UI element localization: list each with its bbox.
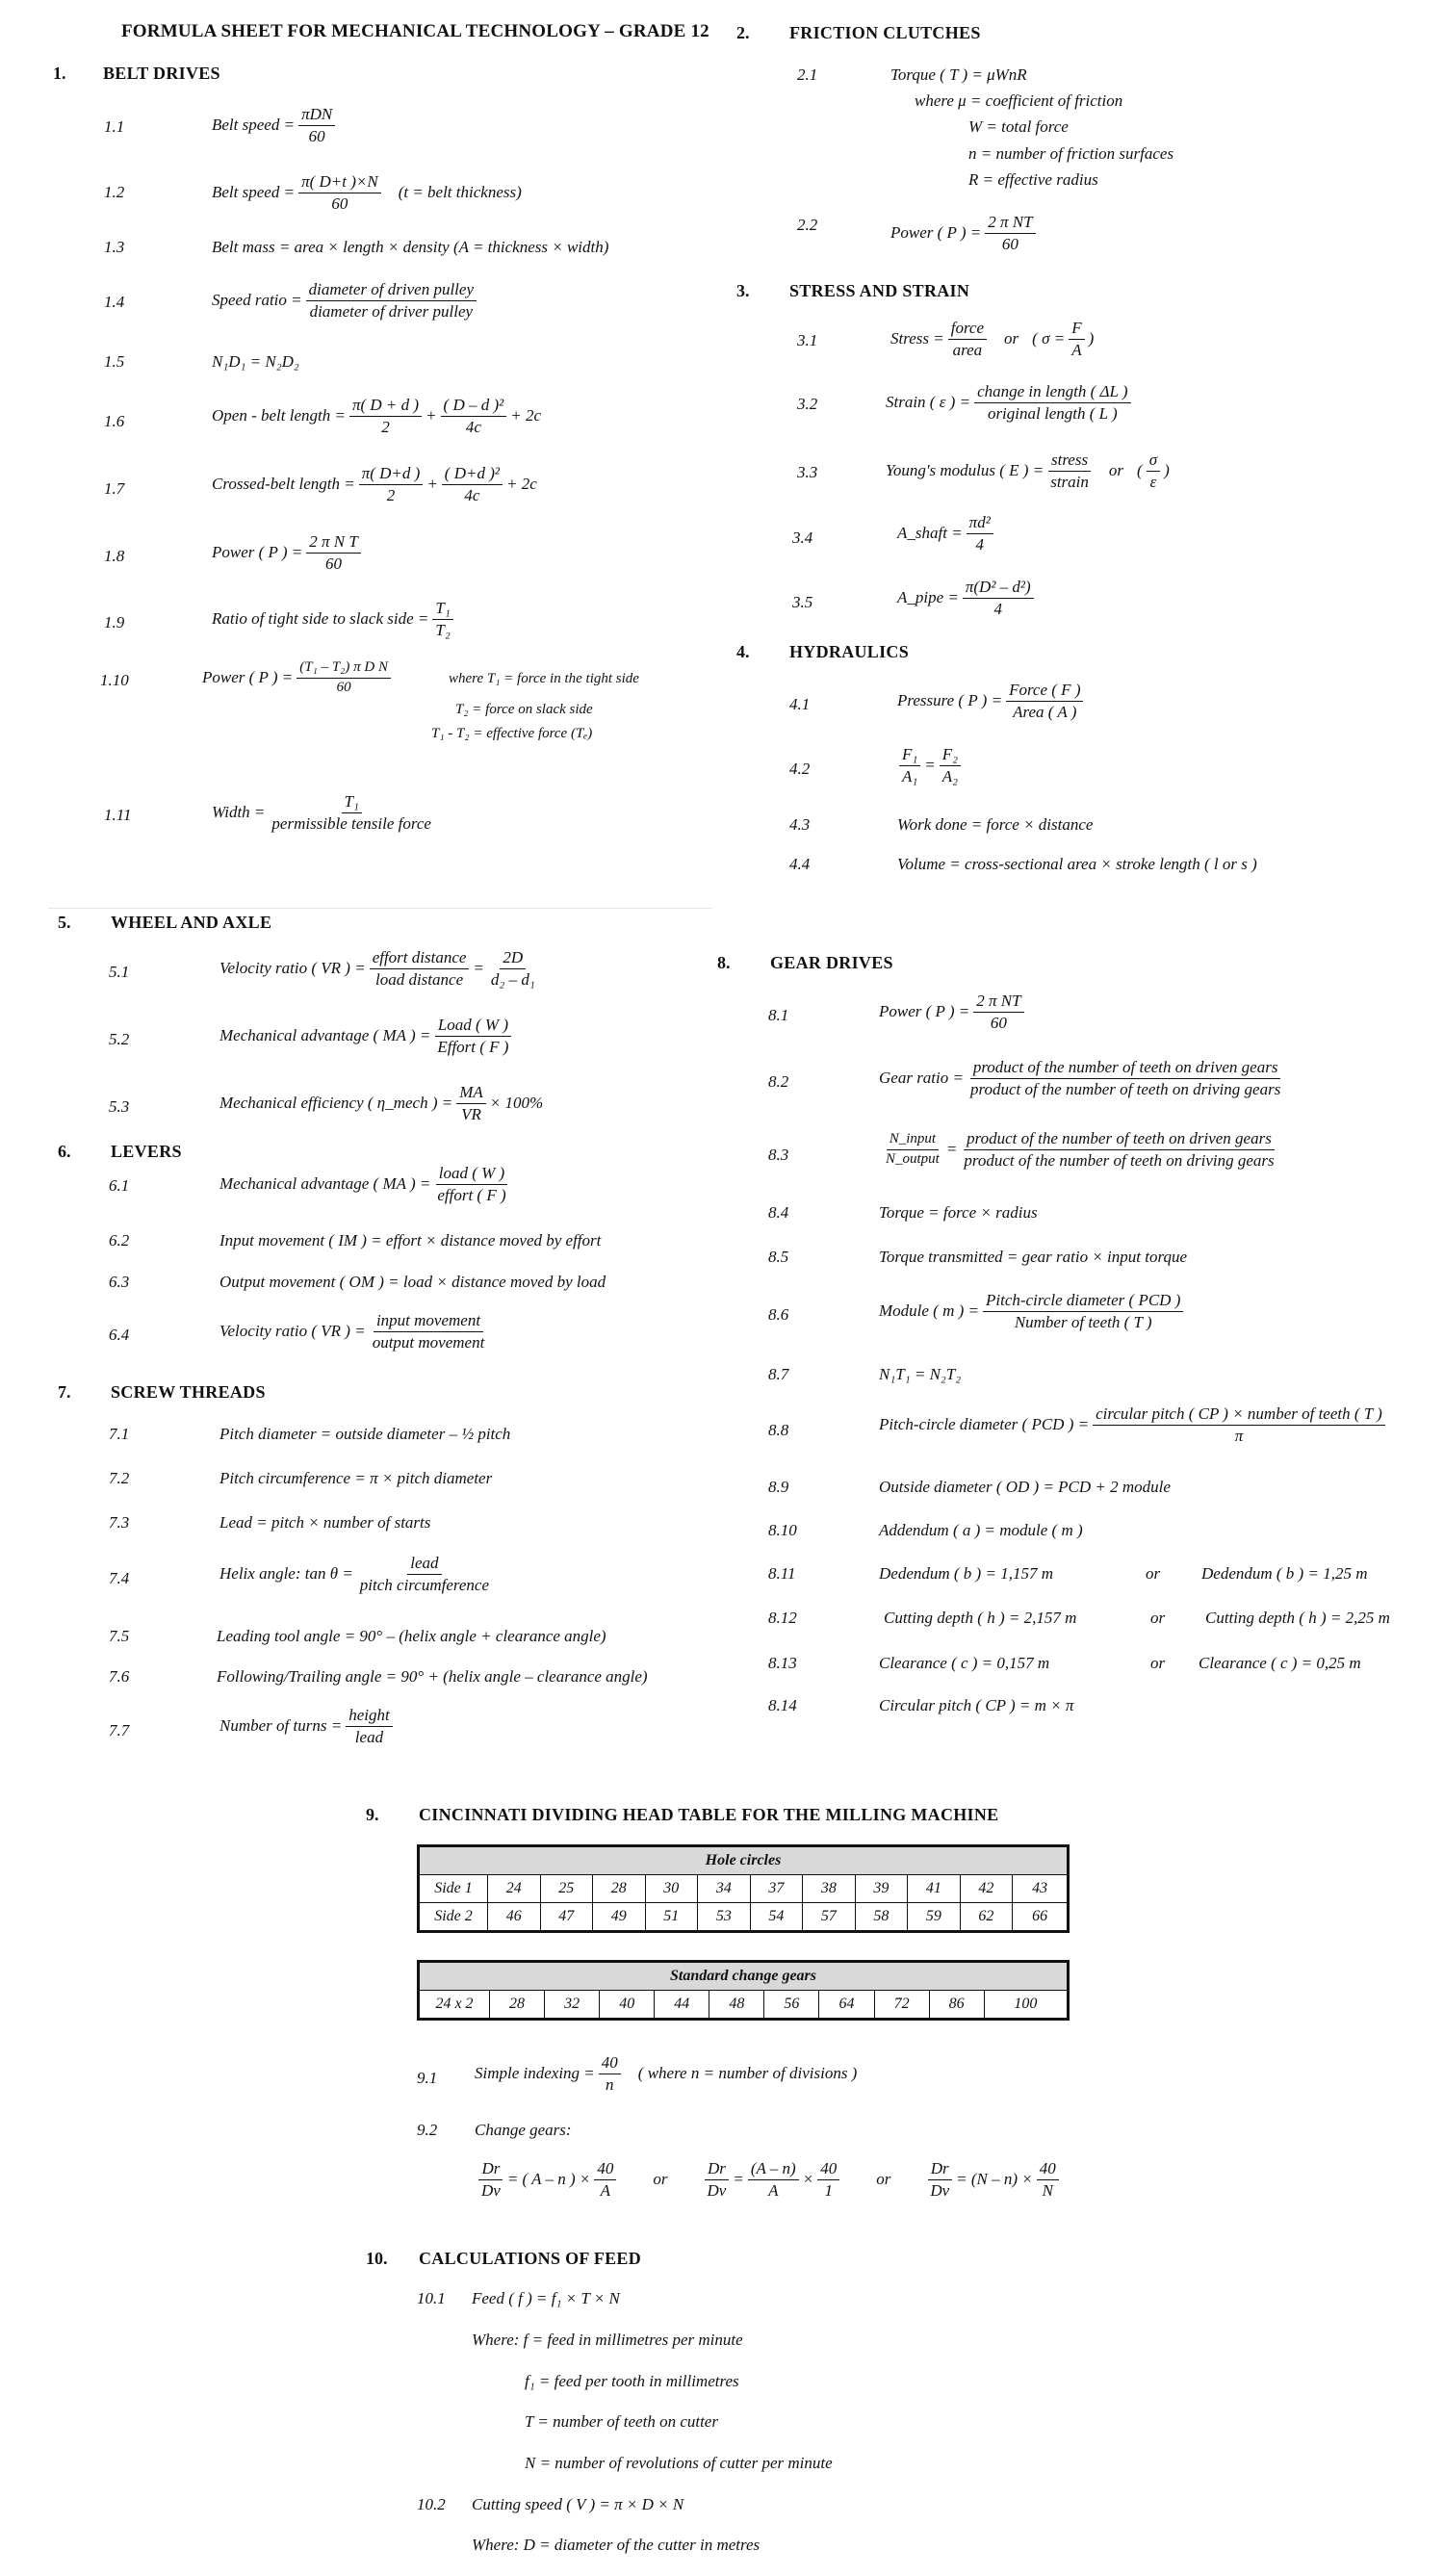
section-title-gear-drives: GEAR DRIVES <box>770 953 893 972</box>
table-cell: 46 <box>488 1903 541 1932</box>
formula-cutting-depth-b: Cutting depth ( h ) = 2,25 m <box>1205 1609 1390 1627</box>
table-cell: 28 <box>593 1875 646 1903</box>
table-cell: 53 <box>698 1903 751 1932</box>
where-t2: T₂ = force on slack side <box>455 702 593 717</box>
formula-number: 7.5 <box>109 1627 130 1645</box>
formula-number: 8.9 <box>768 1478 789 1496</box>
hole-circles-title: Hole circles <box>419 1846 1069 1875</box>
formula-number: 5.2 <box>109 1030 130 1048</box>
table-cell: 41 <box>908 1875 961 1903</box>
section-number: 6. <box>58 1142 71 1161</box>
formula-number: 8.3 <box>768 1146 789 1164</box>
formula-gear-ratio: Gear ratio = $\frac{\text{product of the number of teeth on driven gears}}{\text{product of the number of teeth on driving gears}}$ <box>879 1058 1281 1098</box>
formula-number: 8.1 <box>768 1006 789 1024</box>
section-number: 9. <box>366 1805 379 1824</box>
section-number: 10. <box>366 2249 388 2268</box>
formula-power-tension: Power ( P ) = $\frac{\text{(T₁ – T₂) π D N}}{60}$ <box>202 660 395 696</box>
change-gears-table <box>417 1960 1070 2021</box>
formula-number: 3.2 <box>797 395 818 413</box>
formula-change-gears: $\frac{Dr}{Dv}$ = ( A – n ) × $\frac{40}{A}$ or $\frac{Dr}{Dv}$ = $\frac{(A - n)}{A}$ × $\frac{40}{1}$ or $\frac{Dr}{Dv}$ = (N – n) × $\frac{40}{N}$ <box>475 2160 1063 2200</box>
formula-work-done: Work done = force × distance <box>897 815 1094 834</box>
formula-number: 7.3 <box>109 1513 130 1532</box>
formula-volume: Volume = cross-sectional area × stroke length ( l or s ) <box>897 855 1257 873</box>
formula-velocity-ratio-wheel: Velocity ratio ( VR ) = $\frac{\text{effort distance}}{\text{load distance}}$ = $\frac{2D}{\text{d₂ – d₁}}$ <box>219 948 535 989</box>
table-cell: 72 <box>874 1991 929 2020</box>
formula-torque: Torque = force × radius <box>879 1203 1038 1222</box>
formula-feed: Feed ( f ) = f₁ × T × N <box>472 2289 620 2307</box>
table-cell: 62 <box>960 1903 1013 1932</box>
formula-power-clutch: Power ( P ) = $\frac{\text{2 π NT}}{60}$ <box>890 214 1040 253</box>
formula-number: 6.1 <box>109 1176 130 1195</box>
formula-number: 1.4 <box>104 293 125 311</box>
table-cell: 49 <box>593 1903 646 1932</box>
section-title-levers: LEVERS <box>111 1142 182 1161</box>
formula-number: 4.2 <box>789 760 811 778</box>
formula-belt-speed: Belt speed = $\frac{\text{πDN}}{60}$ <box>212 106 339 145</box>
formula-number: 9.1 <box>417 2069 438 2087</box>
table-cell: 86 <box>929 1991 984 2020</box>
or-label: or <box>1150 1609 1166 1627</box>
formula-number: 10.1 <box>417 2289 446 2307</box>
formula-leading-tool-angle: Leading tool angle = 90° – (helix angle + clearance angle) <box>217 1627 606 1645</box>
formula-number: 7.7 <box>109 1721 130 1739</box>
formula-number: 8.12 <box>768 1609 797 1627</box>
formula-number: 6.4 <box>109 1326 130 1344</box>
table-row <box>419 1875 1069 1903</box>
or-label: or <box>1150 1654 1166 1672</box>
formula-dedendum-b: Dedendum ( b ) = 1,25 m <box>1201 1564 1368 1583</box>
formula-crossed-belt-length: Crossed-belt length = $\frac{\pi( D+d )}{2}$ + $\frac{\text{( D+d )²}}{4c}$ + 2c <box>212 464 537 504</box>
table-cell: 48 <box>709 1991 764 2020</box>
formula-number: 8.7 <box>768 1365 789 1383</box>
table-row <box>419 1903 1069 1932</box>
formula-area-pipe: A_pipe = $\frac{\text{π(D² – d²)}}{4}$ <box>897 579 1038 618</box>
table-cell: 24 x 2 <box>419 1991 490 2020</box>
table-cell: 38 <box>803 1875 856 1903</box>
formula-number: 4.3 <box>789 815 811 834</box>
formula-clearance-a: Clearance ( c ) = 0,157 m <box>879 1654 1050 1672</box>
table-cell: 59 <box>908 1903 961 1932</box>
formula-number: 1.9 <box>104 613 125 631</box>
where-feed-per-tooth: f₁ = feed per tooth in millimetres <box>525 2372 739 2390</box>
table-cell: 44 <box>655 1991 709 2020</box>
where-revolutions: N = number of revolutions of cutter per minute <box>525 2454 833 2472</box>
formula-number: 7.6 <box>109 1667 130 1686</box>
table-cell: 25 <box>540 1875 593 1903</box>
formula-number: 3.4 <box>792 528 813 547</box>
where-teeth: T = number of teeth on cutter <box>525 2412 718 2431</box>
table-cell: 37 <box>750 1875 803 1903</box>
formula-number: 4.4 <box>789 855 811 873</box>
formula-number: 6.3 <box>109 1273 130 1291</box>
formula-number: 1.5 <box>104 352 125 371</box>
section-title-feed: CALCULATIONS OF FEED <box>419 2249 642 2268</box>
table-cell: 30 <box>645 1875 698 1903</box>
formula-addendum: Addendum ( a ) = module ( m ) <box>879 1521 1083 1539</box>
formula-pascal: $\frac{\text{F₁}}{\text{A₁}}$ = $\frac{\text{F₂}}{\text{A₂}}$ <box>895 746 965 786</box>
formula-number: 1.3 <box>104 238 125 256</box>
formula-circular-pitch: Circular pitch ( CP ) = m × π <box>879 1696 1074 1714</box>
section-title-belt-drives: BELT DRIVES <box>103 64 220 83</box>
formula-strain: Strain ( ε ) = $\frac{\text{change in length ( ΔL )}}{\text{original length ( L )}}$ <box>886 383 1135 423</box>
table-cell: 66 <box>1013 1903 1069 1932</box>
section-title-screw-threads: SCREW THREADS <box>111 1382 266 1402</box>
formula-pressure: Pressure ( P ) = $\frac{\text{Force ( F )}}{\text{Area ( A )}}$ <box>897 682 1087 721</box>
change-gears-label: Change gears: <box>475 2121 572 2139</box>
formula-mechanical-advantage-wheel: Mechanical advantage ( MA ) = $\frac{\text{Load ( W )}}{\text{Effort ( F )}}$ <box>219 1017 515 1056</box>
table-cell: 40 <box>600 1991 655 2020</box>
formula-mechanical-efficiency: Mechanical efficiency ( η_mech ) = $\frac{MA}{VR}$ × 100% <box>219 1083 544 1123</box>
formula-number: 1.7 <box>104 479 125 498</box>
section-number: 1. <box>53 64 66 83</box>
section-title-dividing-head: CINCINNATI DIVIDING HEAD TABLE FOR THE MILLING MACHINE <box>419 1805 999 1824</box>
divider <box>48 908 712 909</box>
formula-clearance-b: Clearance ( c ) = 0,25 m <box>1199 1654 1361 1672</box>
section-number: 5. <box>58 913 71 932</box>
formula-number: 2.1 <box>797 65 818 84</box>
page-title: FORMULA SHEET FOR MECHANICAL TECHNOLOGY – GRADE 12 <box>121 21 709 41</box>
where-w: W = total force <box>968 117 1069 136</box>
formula-number: 8.4 <box>768 1203 789 1222</box>
or-label: or <box>1146 1564 1161 1583</box>
formula-number: 2.2 <box>797 216 818 234</box>
table-cell: 54 <box>750 1903 803 1932</box>
table-cell: 47 <box>540 1903 593 1932</box>
where-mu: where μ = coefficient of friction <box>915 91 1123 110</box>
formula-stress: Stress = $\frac{\text{force}}{\text{area}}$ or ( σ = $\frac{F}{A}$ ) <box>890 319 1095 359</box>
table-row <box>419 1991 1069 2020</box>
formula-tension-ratio: Ratio of tight side to slack side = $\frac{\text{T₁}}{\text{T₂}}$ <box>212 600 457 639</box>
formula-trailing-angle: Following/Trailing angle = 90° + (helix angle – clearance angle) <box>217 1667 648 1686</box>
formula-nt: N₁T₁ = N₂T₂ <box>879 1365 962 1383</box>
formula-number: 8.13 <box>768 1654 797 1672</box>
formula-number: 8.6 <box>768 1305 789 1324</box>
formula-input-movement: Input movement ( IM ) = effort × distance moved by effort <box>219 1231 602 1249</box>
table-cell: 28 <box>490 1991 545 2020</box>
formula-number: 4.1 <box>789 695 811 713</box>
formula-pitch-diameter: Pitch diameter = outside diameter – ½ pitch <box>219 1425 511 1443</box>
formula-dedendum-a: Dedendum ( b ) = 1,157 m <box>879 1564 1053 1583</box>
formula-number: 9.2 <box>417 2121 438 2139</box>
table-cell: 64 <box>819 1991 874 2020</box>
formula-number: 1.2 <box>104 183 125 201</box>
section-title-stress-strain: STRESS AND STRAIN <box>789 281 970 300</box>
where-diameter: Where: D = diameter of the cutter in metres <box>472 2536 761 2554</box>
hole-circles-table <box>417 1844 1070 1933</box>
side-label: Side 2 <box>419 1903 488 1932</box>
formula-pitch-circumference: Pitch circumference = π × pitch diameter <box>219 1469 493 1487</box>
change-gears-title: Standard change gears <box>419 1962 1069 1991</box>
formula-belt-mass: Belt mass = area × length × density (A = thickness × width) <box>212 238 609 256</box>
table-cell: 42 <box>960 1875 1013 1903</box>
formula-number: 8.8 <box>768 1421 789 1439</box>
formula-module: Module ( m ) = $\frac{\text{Pitch-circle diameter ( PCD )}}{\text{Number of teeth ( T )}}$ <box>879 1292 1187 1331</box>
formula-number: 5.1 <box>109 963 130 981</box>
formula-cutting-depth-a: Cutting depth ( h ) = 2,157 m <box>884 1609 1077 1627</box>
formula-torque-clutch: Torque ( T ) = μWnR <box>890 65 1027 84</box>
formula-number: 7.4 <box>109 1569 130 1587</box>
side-label: Side 1 <box>419 1875 488 1903</box>
formula-number: 8.14 <box>768 1696 797 1714</box>
where-t1: where T₁ = force in the tight side <box>449 671 639 686</box>
formula-number: 3.1 <box>797 331 818 349</box>
table-cell: 100 <box>984 1991 1068 2020</box>
table-cell: 24 <box>488 1875 541 1903</box>
formula-belt-speed-thickness: Belt speed = $\frac{\pi( D+t )\times N}{60}$ (t = belt thickness) <box>212 172 522 213</box>
formula-number: 8.2 <box>768 1072 789 1091</box>
formula-mechanical-advantage-lever: Mechanical advantage ( MA ) = $\frac{\text{load ( W )}}{\text{effort ( F )}}$ <box>219 1164 506 1204</box>
section-number: 4. <box>736 642 750 661</box>
formula-number: 8.5 <box>768 1248 789 1266</box>
table-cell: 32 <box>545 1991 600 2020</box>
formula-speed-ratio: Speed ratio = $\frac{\text{diameter of driven pulley}}{\text{diameter of driver pulley}}$ <box>212 281 480 321</box>
formula-lead: Lead = pitch × number of starts <box>219 1513 431 1532</box>
formula-area-shaft: A_shaft = $\frac{\text{πd²}}{4}$ <box>897 514 997 554</box>
formula-number: 1.11 <box>104 806 132 824</box>
section-title-wheel-axle: WHEEL AND AXLE <box>111 913 272 932</box>
table-cell: 51 <box>645 1903 698 1932</box>
section-number: 2. <box>736 23 750 42</box>
section-number: 8. <box>717 953 731 972</box>
where-r: R = effective radius <box>968 170 1098 189</box>
table-cell: 34 <box>698 1875 751 1903</box>
table-cell: 43 <box>1013 1875 1069 1903</box>
formula-cutting-speed: Cutting speed ( V ) = π × D × N <box>472 2495 684 2513</box>
formula-torque-transmitted: Torque transmitted = gear ratio × input torque <box>879 1248 1187 1266</box>
formula-open-belt-length: Open - belt length = $\frac{\pi( D + d )}{2}$ + $\frac{\text{( D – d )²}}{4c}$ + 2c <box>212 396 542 436</box>
table-cell: 39 <box>855 1875 908 1903</box>
where-feed: Where: f = feed in millimetres per minute <box>472 2331 743 2349</box>
formula-number: 7.2 <box>109 1469 130 1487</box>
formula-number: 10.2 <box>417 2495 446 2513</box>
formula-number-of-turns: Number of turns = $\frac{\text{height}}{\text{lead}}$ <box>219 1707 397 1746</box>
formula-number: 1.6 <box>104 412 125 430</box>
formula-number: 8.10 <box>768 1521 797 1539</box>
formula-simple-indexing: Simple indexing = $\frac{40}{n}$ ( where n = number of divisions ) <box>475 2053 858 2094</box>
formula-power: Power ( P ) = $\frac{\text{2 π N T}}{60}$ <box>212 533 365 573</box>
formula-pcd: Pitch-circle diameter ( PCD ) = $\frac{\text{circular pitch ( CP ) × number of teeth ( T )}}{\pi}$ <box>879 1405 1389 1445</box>
where-n: n = number of friction surfaces <box>968 144 1174 163</box>
formula-number: 1.1 <box>104 117 125 136</box>
formula-gear-power: Power ( P ) = $\frac{\text{2 π NT}}{60}$ <box>879 992 1028 1032</box>
formula-number: 6.2 <box>109 1231 130 1249</box>
formula-number: 7.1 <box>109 1425 130 1443</box>
formula-nd: N₁D₁ = N₂D₂ <box>212 352 299 371</box>
formula-number: 3.5 <box>792 593 813 611</box>
formula-output-movement: Output movement ( OM ) = load × distance moved by load <box>219 1273 606 1291</box>
formula-width: Width = $\frac{\text{T₁}}{\text{permissible tensile force}}$ <box>212 792 431 833</box>
table-cell: 57 <box>803 1903 856 1932</box>
where-effective-force: T₁ - T₂ = effective force (Tₑ) <box>431 726 593 741</box>
section-number: 7. <box>58 1382 71 1402</box>
formula-number: 8.11 <box>768 1564 796 1583</box>
formula-number: 3.3 <box>797 463 818 481</box>
formula-helix-angle: Helix angle: tan θ = $\frac{\text{lead}}{\text{pitch circumference}}$ <box>219 1554 490 1594</box>
formula-velocity-ratio-lever: Velocity ratio ( VR ) = $\frac{\text{input movement}}{\text{output movement}}$ <box>219 1311 485 1352</box>
formula-speed-teeth: $\frac{\text{N\_input}}{\text{N\_output}}$ = $\frac{\text{product of the number of teeth on driven gears}}{\text{product of the number of teeth on driving gears}}$ <box>886 1129 1275 1170</box>
section-title-hydraulics: HYDRAULICS <box>789 642 910 661</box>
table-cell: 58 <box>855 1903 908 1932</box>
section-title-friction-clutches: FRICTION CLUTCHES <box>789 23 981 42</box>
table-cell: 56 <box>764 1991 819 2020</box>
formula-number: 5.3 <box>109 1097 130 1116</box>
formula-outside-diameter: Outside diameter ( OD ) = PCD + 2 module <box>879 1478 1171 1496</box>
section-number: 3. <box>736 281 750 300</box>
formula-youngs-modulus: Young's modulus ( E ) = $\frac{\text{stress}}{\text{strain}}$ or ( $\frac{\sigma}{\varepsilon}$ ) <box>886 451 1170 491</box>
formula-number: 1.8 <box>104 547 125 565</box>
formula-number: 1.10 <box>100 671 129 689</box>
